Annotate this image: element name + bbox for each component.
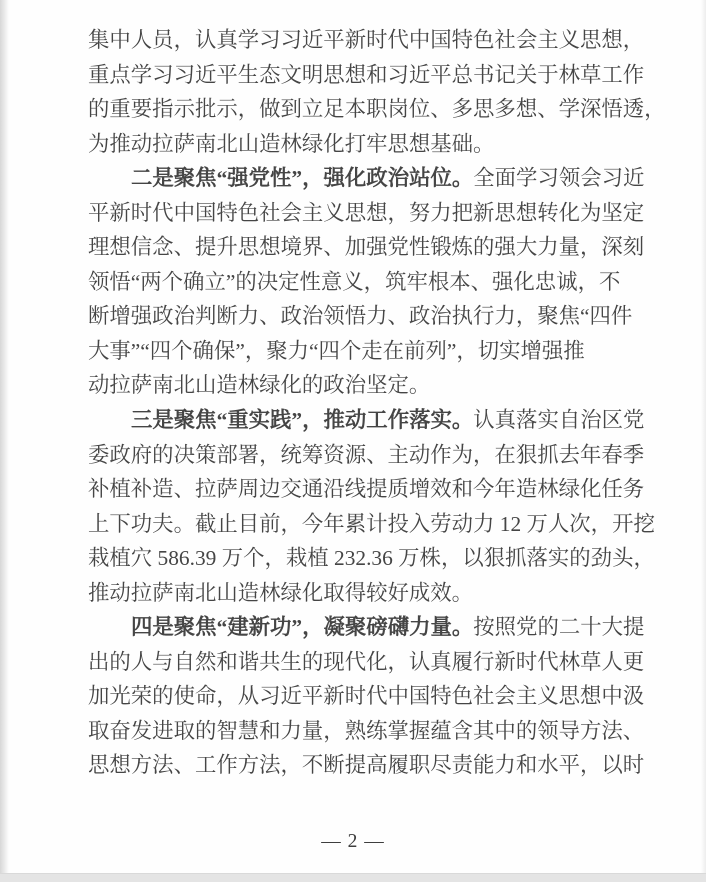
text-line [88, 265, 650, 300]
text-line-content: 上下功夫。截止目前，今年累计投入劳动力 12 万人次，开挖 [88, 511, 655, 536]
text-line [88, 127, 650, 162]
text-line-content: 补植补造、拉萨周边交通沿线提质增效和今年造林绿化任务 [88, 477, 645, 502]
page-number: — 2 — [321, 831, 385, 852]
text-line [88, 23, 650, 58]
text-line [88, 92, 666, 127]
text-line-content: 重点学习习近平生态文明思想和习近平总书记关于林草工作 [88, 62, 645, 87]
text-line-content: 动拉萨南北山造林绿化的政治坚定。 [88, 373, 431, 398]
document-body [88, 23, 666, 783]
text-line-content: 集中人员，认真学习习近平新时代中国特色社会主义思想， [88, 28, 645, 52]
scan-edge-right [701, 0, 706, 882]
text-line [88, 368, 650, 403]
text-line [88, 58, 650, 93]
text-line [88, 748, 650, 783]
text-line [88, 541, 655, 576]
text-line [88, 472, 650, 507]
text-line-content: 理想信念、提升思想境界、加强党性锻炼的强大力量，深刻 [88, 235, 645, 260]
text-line-content: 全面学习领会习近 [473, 166, 645, 191]
scan-edge-bottom [0, 873, 706, 882]
text-line-content: 思想方法、工作方法，不断提高履职尽责能力和水平，以时 [88, 753, 645, 778]
text-line [88, 334, 650, 369]
scan-edge-left [0, 0, 9, 882]
text-line-content: 平新时代中国特色社会主义思想，努力把新思想转化为坚定 [88, 200, 645, 225]
text-line [88, 161, 650, 196]
text-line-content: 推动拉萨南北山造林绿化取得较好成效。 [88, 580, 474, 605]
text-line-content: 委政府的决策部署，统筹资源、主动作为，在狠抓去年春季 [88, 442, 645, 467]
text-line [88, 230, 650, 265]
text-line-content: 取奋发进取的智慧和力量，熟练掌握蕴含其中的领导方法、 [88, 718, 645, 743]
text-line [88, 403, 650, 438]
text-line [88, 679, 650, 714]
text-line-content: 加光荣的使命，从习近平新时代中国特色社会主义思想中汲 [88, 684, 645, 709]
text-line [88, 610, 650, 645]
text-line [88, 299, 650, 334]
text-line-content: 出的人与自然和谐共生的现代化，认真履行新时代林草人更 [88, 649, 645, 674]
text-line-content: 栽植穴 586.39 万个，栽植 232.36 万株，以狠抓落实的劲头， [88, 546, 655, 571]
text-line [88, 645, 650, 680]
text-line-content: 的重要指示批示，做到立足本职岗位、多思多想、学深悟透， [88, 97, 666, 122]
text-line-content: 领悟“两个确立”的决定性意义，筑牢根本、强化忠诚，不 [88, 269, 621, 294]
paragraph-lead: 三是聚焦“重实践”，推动工作落实。 [131, 408, 474, 433]
text-line-content: 认真落实自治区党 [473, 408, 645, 433]
text-line [88, 714, 650, 749]
text-line-content: 按照党的二十大提 [473, 615, 645, 640]
text-line [88, 576, 650, 611]
paragraph-lead: 四是聚焦“建新功”，凝聚磅礴力量。 [131, 615, 474, 640]
text-line-content: 为推动拉萨南北山造林绿化打牢思想基础。 [88, 131, 495, 156]
text-line [88, 438, 650, 473]
text-line [88, 196, 650, 231]
text-line [88, 507, 655, 542]
text-line-content: 断增强政治判断力、政治领悟力、政治执行力，聚焦“四件 [88, 304, 633, 329]
paragraph-lead: 二是聚焦“强党性”，强化政治站位。 [131, 166, 474, 191]
text-line-content: 大事”“四个确保”，聚力“四个走在前列”，切实增强推 [88, 338, 585, 363]
